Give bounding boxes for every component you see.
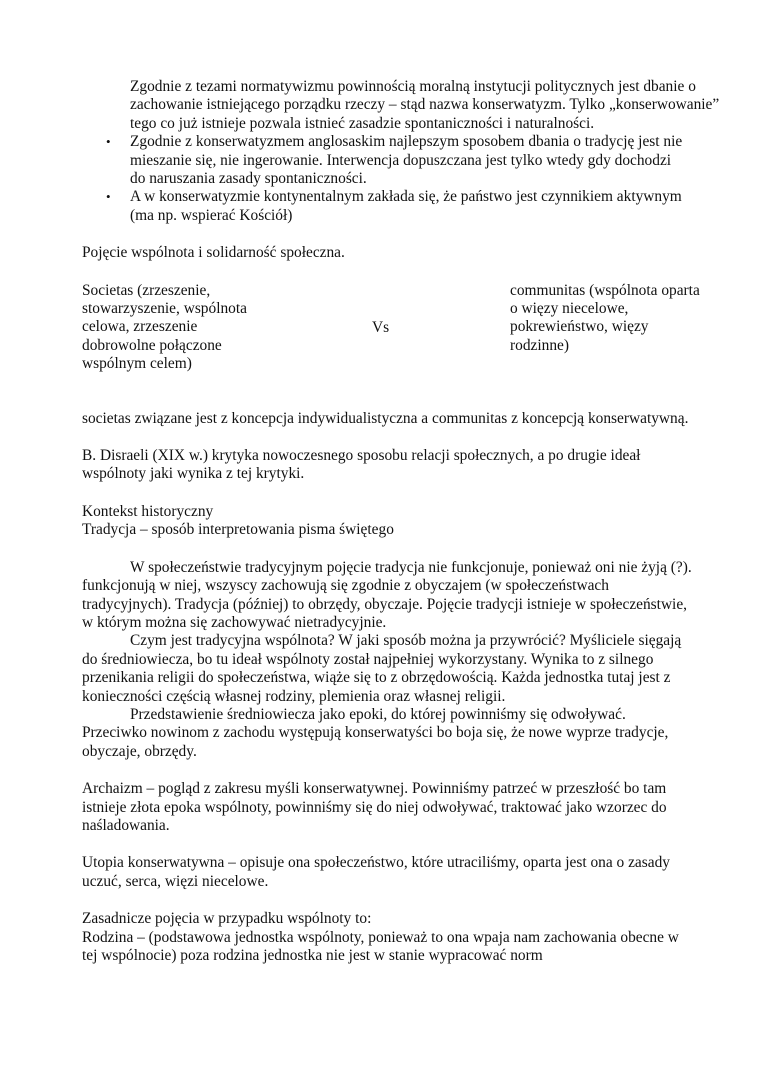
- list-item: [106, 188, 690, 225]
- utopia-paragraph: Utopia konserwatywna – opisuje ona społeczeństwo, które utraciliśmy, oparta jest ona o zasady uczuć, serca, więzi niecelowe.: [82, 854, 670, 890]
- comparison-table: [82, 281, 700, 392]
- body-paragraph: Czym jest tradycyjna wspólnota? W jaki sposób można ja przywrócić? Myśliciele sięgają do średniowiecza, bo tu ideał wspólnoty został najpełniej wykorzystany. Wynika to z silnego przenikania religii do społeczeństwa, wiąże się to z obrzędowością. Każda jednostka tutaj jest z konieczności częścią własnej rodziny, plemienia oraz własnej religii.: [82, 632, 682, 705]
- societas-cell: Societas (zrzeszenie, stowarzyszenie, wspólnota celowa, zrzeszenie dobrowolne połączone wspólnym celem): [82, 281, 247, 373]
- context-heading: Kontekst historyczny: [82, 502, 214, 520]
- intro-paragraph: Zgodnie z tezami normatywizmu powinnością moralną instytucji politycznych jest dbanie o zachowanie istniejącego porządku rzeczy – stąd nazwa konserwatyzm. Tylko „konserwowanie” tego co już istnieje pozwala istnieć zasadzie spontaniczności i naturalności.: [130, 78, 720, 132]
- societas-note: societas związane jest z koncepcja indywidualistyczna a communitas z koncepcją konserwatywną.: [82, 409, 689, 427]
- bullet-list: [82, 133, 692, 225]
- document-page: [82, 78, 720, 965]
- list-item: [106, 133, 690, 188]
- tradition-definition: Tradycja – sposób interpretowania pisma świętego: [82, 521, 394, 539]
- bullet-text: A w konserwatyzmie kontynentalnym zakłada się, że państwo jest czynnikiem aktywnym (ma np. wspierać Kościół): [130, 188, 682, 224]
- bullet-icon: •: [106, 134, 111, 150]
- community-heading: Pojęcie wspólnota i solidarność społeczna.: [82, 244, 345, 262]
- communitas-cell: communitas (wspólnota oparta o więzy niecelowe, pokrewieństwo, więzy rodzinne): [510, 281, 700, 354]
- bullet-icon: •: [106, 189, 111, 205]
- concepts-heading: Zasadnicze pojęcia w przypadku wspólnoty to:: [82, 910, 372, 928]
- rodzina-paragraph: Rodzina – (podstawowa jednostka wspólnoty, ponieważ to ona wpaja nam zachowania obecne w tej wspólnocie) poza rodzina jednostka nie jest w stanie wypracować norm: [82, 928, 679, 964]
- disraeli-paragraph: B. Disraeli (XIX w.) krytyka nowoczesnego sposobu relacji społecznych, a po drugie ideał wspólnoty jaki wynika z tej krytyki.: [82, 447, 641, 483]
- body-paragraph: W społeczeństwie tradycyjnym pojęcie tradycja nie funkcjonuje, ponieważ oni nie żyją (?). funkcjonują w niej, wszyscy zachowują się zgodnie z obyczajem (w społeczeństwach tradycyjnych). Tradycja (później) to obrzędy, obyczaje. Pojęcie tradycji istnieje w społeczeństwie, w którym można się zachowywać nietradycyjnie.: [82, 558, 692, 631]
- archaizm-paragraph: Archaizm – pogląd z zakresu myśli konserwatywnej. Powinniśmy patrzeć w przeszłość bo tam istnieje złota epoka wspólnoty, powinniśmy się do niej odwoływać, traktować jako wzorzec do naśladowania.: [82, 780, 667, 834]
- bullet-text: Zgodnie z konserwatyzmem anglosaskim najlepszym sposobem dbania o tradycję jest nie mieszanie się, nie ingerowanie. Interwencja dopuszczana jest tylko wtedy gdy dochodzi do naruszania zasady spontaniczności.: [130, 133, 683, 188]
- versus-label: Vs: [372, 318, 390, 336]
- body-paragraph: Przedstawienie średniowiecza jako epoki, do której powinniśmy się odwoływać. Przeciwko nowinom z zachodu występują konserwatyści bo boja się, że nowe wyprze tradycje, obyczaje, obrzędy.: [82, 705, 669, 760]
